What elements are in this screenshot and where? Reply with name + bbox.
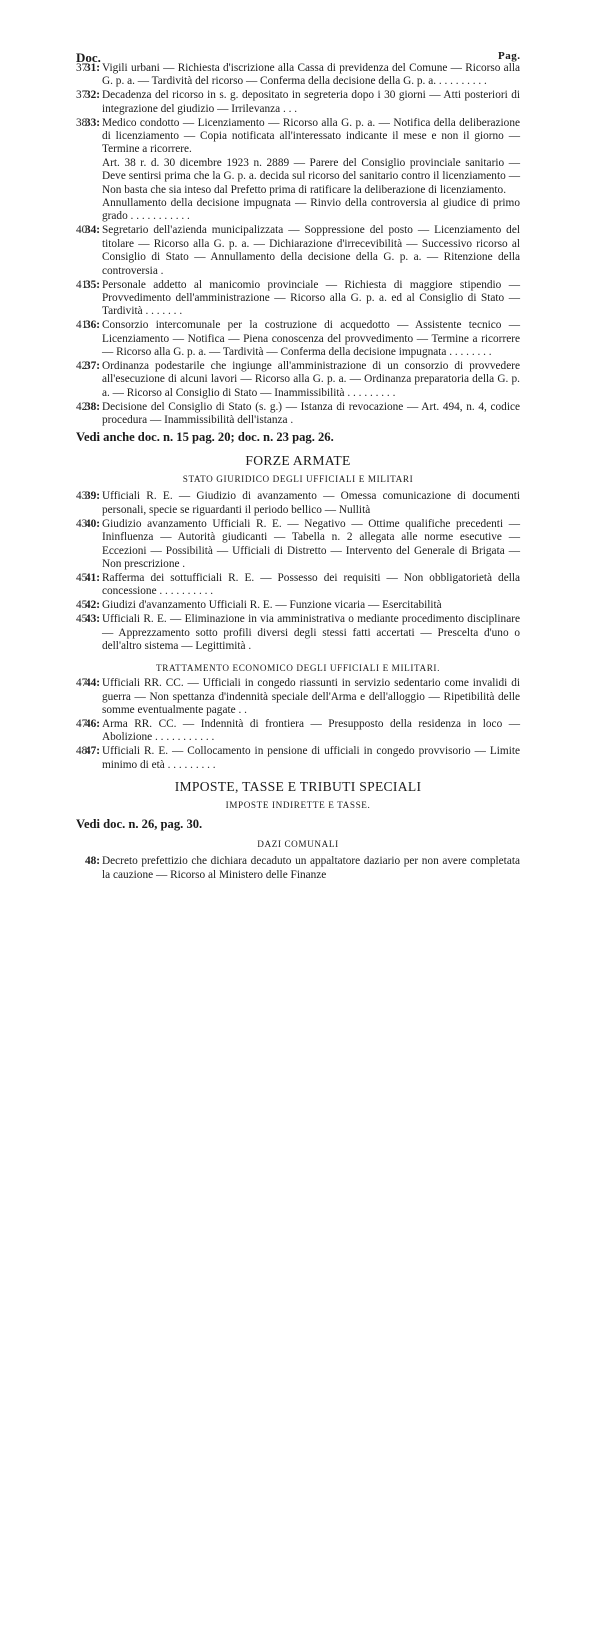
index-entry <box>76 599 520 612</box>
entry-number: 43: <box>84 613 100 626</box>
entry-page-number: 42 <box>76 400 88 413</box>
entry-number: 47: <box>84 745 100 758</box>
index-entry <box>76 613 520 653</box>
index-entry <box>76 279 520 319</box>
entry-text: Personale addetto al manicomio provinciale — Richiesta di maggiore stipendio — Provvedimento dell'amministrazione — Ricorso alla G. p. a. ed al Consiglio di Stato — Tardività . . . . . . . <box>102 278 520 318</box>
index-entry <box>76 677 520 717</box>
entry-text: Ufficiali R. E. — Giudizio di avanzamento — Omessa comunicazione di documenti personali, specie se riguardanti il periodo bellico — Nullità <box>102 490 520 516</box>
entry-page-number: 37 <box>76 89 88 102</box>
doc-column-header: Doc. <box>76 50 101 65</box>
index-entries <box>76 62 520 883</box>
entry-text: Consorzio intercomunale per la costruzione di acquedotto — Assistente tecnico — Licenziamento — Notifica — Piena conoscenza del provvedimento — Termine a ricorrere — Ricorso alla G. p. a. — Tardività — Conferma della decisione impugnata . . . . . . . . <box>102 319 520 359</box>
entry-text: Segretario dell'azienda municipalizzata — Soppressione del posto — Licenziamento del titolare — Ricorso alla G. p. a. — Dichiarazione d'irrecevibilità — Successivo ricorso al Consiglio di Stato — Annullamento della decisione della G. p. a. — Ritenzione della controversia . <box>102 224 520 277</box>
entry-number: 37: <box>84 359 100 372</box>
entry-text: Annullamento della decisione impugnata — Rinvio della controversia al giudice di primo grado . . . . . . . . . . . <box>102 197 520 223</box>
entry-page-number: 45 <box>76 599 88 612</box>
entry-page-number: 41 <box>76 278 88 291</box>
entry-number: 44: <box>84 677 100 690</box>
entry-text: Ordinanza podestarile che ingiunge all'amministrazione di un consorzio di provvedere all'esecuzione di alcuni lavori — Ricorso alla G. p. a. — Ordinanza preparatoria della G. p. a. — Ricorso al Consiglio di Stato — Inammissibilità . . . . . . . . . <box>102 359 520 399</box>
entry-text: Decreto prefettizio che dichiara decaduto un appaltatore daziario per non avere completata la cauzione — Ricorso al Ministero delle Finanze <box>102 855 520 881</box>
entry-number: 31: <box>84 62 100 74</box>
entry-text: Rafferma dei sottufficiali R. E. — Possesso dei requisiti — Non obbligatorietà della concessione . . . . . . . . . . <box>102 571 520 598</box>
entries-block-stato-giuridico <box>76 490 520 653</box>
entry-number: 42: <box>84 599 100 612</box>
index-entry <box>76 718 520 745</box>
entry-number: 39: <box>84 490 100 503</box>
subsection-title-trattamento-economico: TRATTAMENTO ECONOMICO DEGLI UFFICIALI E MILITARI. <box>156 663 440 674</box>
index-entry <box>76 62 520 89</box>
entry-page-number: 41 <box>76 319 88 332</box>
entry-text: Giudizio avanzamento Ufficiali R. E. — Negativo — Ottime qualifiche precedenti — Ininfluenza — Autorità giudicanti — Tabella n. 2 allegata alle norme esecutive — Eccezioni — Possibilità — Ufficiali di Distretto — Intervento del Generale di Brigata — Non prescrizione . <box>102 517 520 570</box>
see-also-reference: Vedi anche doc. n. 15 pag. 20; doc. n. 23 pag. 26. <box>76 430 334 445</box>
entry-text: Giudizi d'avanzamento Ufficiali R. E. — Funzione vicaria — Esercitabilità <box>102 599 442 612</box>
index-entry <box>76 855 520 882</box>
entries-block-dazi <box>76 855 520 882</box>
entry-page-number: 47 <box>76 677 88 690</box>
section-title-forze-armate: FORZE ARMATE <box>245 453 351 469</box>
see-also-reference-imposte: Vedi doc. n. 26, pag. 30. <box>76 817 203 832</box>
entry-number: 40: <box>84 517 100 530</box>
entry-page-number: 45 <box>76 613 88 626</box>
index-entry <box>76 319 520 359</box>
entry-page-number: 37 <box>76 62 88 74</box>
entry-number: 34: <box>84 224 100 237</box>
entry-page-number: 42 <box>76 359 88 372</box>
entry-text: Decisione del Consiglio di Stato (s. g.) — Istanza di revocazione — Art. 494, n. 4, codice procedura — Inammissibilità dell'istanza . <box>102 400 520 427</box>
entry-page-number: 43 <box>76 490 88 503</box>
entry-text: Ufficiali R. E. — Collocamento in pensione di ufficiali in congedo provvisorio — Limite minimo di età . . . . . . . . . <box>102 745 520 771</box>
subsection-title-dazi-comunali: DAZI COMUNALI <box>257 839 339 850</box>
entry-text: Decadenza del ricorso in s. g. depositato in segreteria dopo i 30 giorni — Atti posteriori di integrazione del giudizio — Irrilevanza . . . <box>102 89 520 115</box>
entry-page-number: 38 <box>76 116 88 129</box>
index-entry <box>76 117 520 224</box>
entry-number: 36: <box>84 319 100 332</box>
entry-page-number: 48 <box>76 745 88 758</box>
subsection-title-stato-giuridico: STATO GIURIDICO DEGLI UFFICIALI E MILITARI <box>182 474 414 485</box>
entry-text: Arma RR. CC. — Indennità di frontiera — Presupposto della residenza in loco — Abolizione . . . . . . . . . . . <box>102 718 520 744</box>
entry-number: 38: <box>84 400 100 413</box>
index-entry <box>76 572 520 599</box>
entry-page-number: 47 <box>76 718 88 731</box>
index-entry <box>76 89 520 116</box>
section-title-imposte: IMPOSTE, TASSE E TRIBUTI SPECIALI <box>174 779 422 795</box>
index-entry <box>76 360 520 400</box>
entries-block-enti-locali <box>76 62 520 427</box>
index-entry <box>76 401 520 428</box>
entry-text: Art. 38 r. d. 30 dicembre 1923 n. 2889 — Parere del Consiglio provinciale sanitario — Deve sentirsi prima che la G. p. a. decida sul ricorso del sanitario contro il licenziamento — Non basta che sia inteso dal Prefetto prima di ratificare la deliberazione di licenziamento. <box>102 156 520 196</box>
entry-number: 46: <box>84 718 100 731</box>
entry-number: 35: <box>84 278 100 291</box>
index-entry <box>76 490 520 517</box>
entry-number: 32: <box>84 89 100 102</box>
entry-number: 33: <box>84 116 100 129</box>
entry-page-number: 45 <box>76 571 88 584</box>
index-entry <box>76 745 520 772</box>
entry-page-number: 40 <box>76 224 88 237</box>
index-entry <box>76 224 520 278</box>
entries-block-trattamento-economico <box>76 677 520 772</box>
page-column-header: Pag. <box>498 50 521 62</box>
entry-text: Vigili urbani — Richiesta d'iscrizione alla Cassa di previdenza del Comune — Ricorso alla G. p. a. — Tardività del ricorso — Conferma della decisione della G. p. a. . . . . . . . . . <box>102 62 520 88</box>
entry-page-number: 43 <box>76 517 88 530</box>
subsection-title-imposte-indirette: IMPOSTE INDIRETTE E TASSE. <box>225 800 371 811</box>
index-entry <box>76 518 520 572</box>
entry-text: Ufficiali R. E. — Eliminazione in via amministrativa o mediante procedimento disciplinare — Apprezzamento sotto profili diversi degli stessi fatti accertati — Prescelta d'uno o dell'altro sistema — Legittimità . <box>102 613 520 652</box>
entry-number: 41: <box>84 571 100 584</box>
entry-number: 48: <box>84 855 100 868</box>
entry-text: Ufficiali RR. CC. — Ufficiali in congedo riassunti in servizio sedentario come invalidi di guerra — Non spettanza d'indennità speciale dell'Arma e dell'alloggio — Ripetibilità delle somme eventualmente pagate . . <box>102 677 520 717</box>
entry-text: Medico condotto — Licenziamento — Ricorso alla G. p. a. — Notifica della deliberazione di licenziamento — Copia notificata all'interessato indicante il mese e non il giorno — Termine a ricorrere. <box>102 116 520 156</box>
